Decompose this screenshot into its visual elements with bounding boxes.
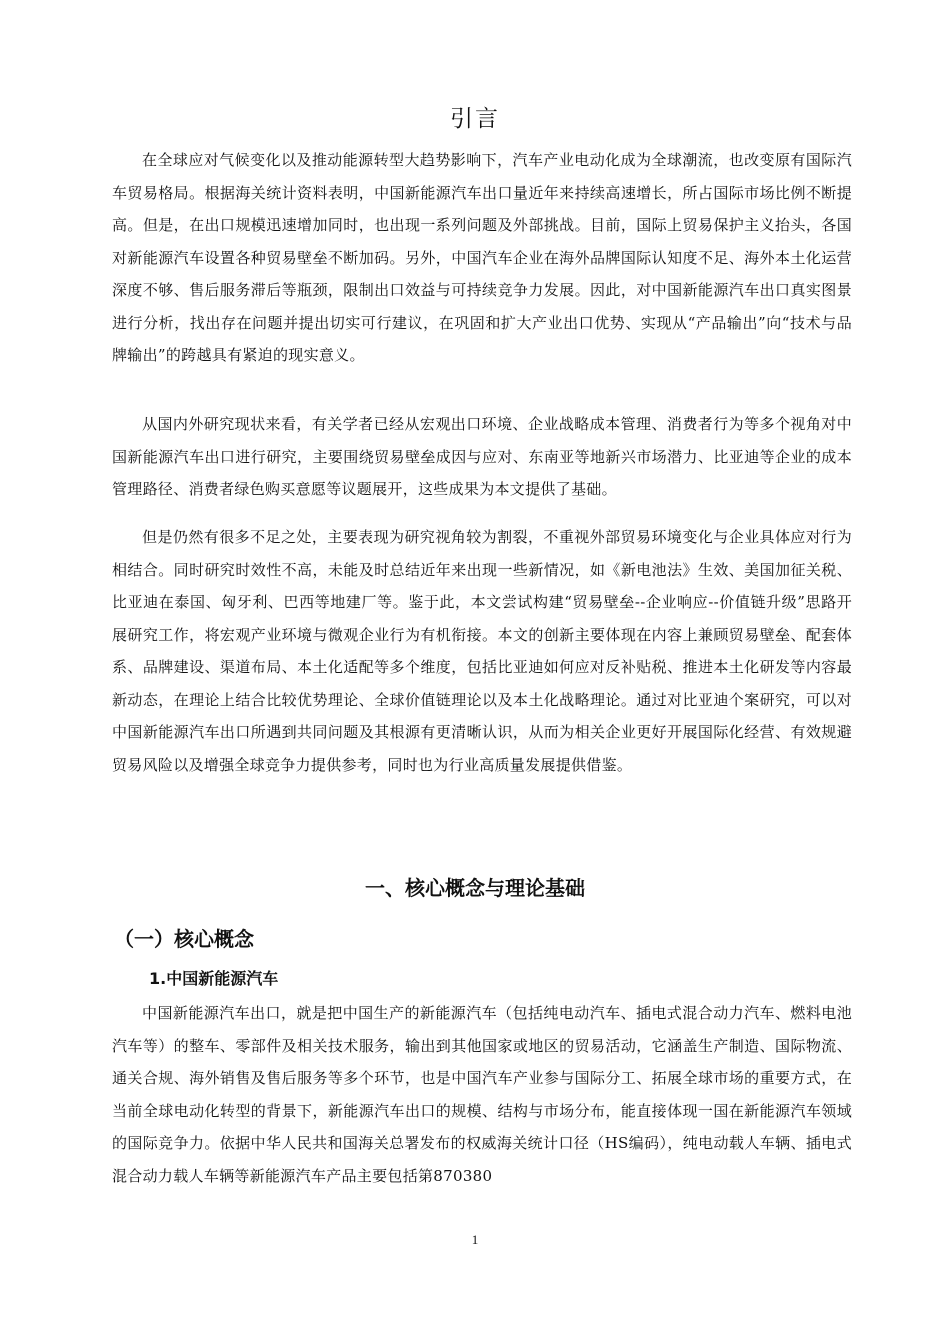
intro-paragraph-2: 从国内外研究现状来看，有关学者已经从宏观出口环境、企业战略成本管理、消费者行为等多个视角对中国新能源汽车出口进行研究，主要围绕贸易壁垒成因与应对、东南亚等地新兴市场潜力、比亚迪等企业的成本管理路径、消费者绿色购买意愿等议题展开，这些成果为本文提供了基础。 xyxy=(112,415,852,498)
subsection-title: 1.中国新能源汽车 xyxy=(149,969,279,988)
chapter-paragraph-1: 中国新能源汽车出口，就是把中国生产的新能源汽车（包括纯电动汽车、插电式混合动力汽车、燃料电池汽车等）的整车、零部件及相关技术服务，输出到其他国家或地区的贸易活动，它涵盖生产制造、国际物流、通关合规、海外销售及售后服务等多个环节，也是中国汽车产业参与国际分工、拓展全球市场的重要方式，在当前全球电动化转型的背景下，新能源汽车出口的规模、结构与市场分布，能直接体现一国在新能源汽车领域的国际竞争力。依据中华人民共和国海关总署发布的权威海关统计口径（HS编码），纯电动载人车辆、插电式混合动力载人车辆等新能源汽车产品主要包括第870380 xyxy=(112,1004,852,1185)
section-title: （一）核心概念 xyxy=(114,927,254,951)
chapter-title: 一、核心概念与理论基础 xyxy=(365,876,585,900)
intro-title: 引言 xyxy=(450,106,500,132)
intro-paragraph-3: 但是仍然有很多不足之处，主要表现为研究视角较为割裂，不重视外部贸易环境变化与企业具体应对行为相结合。同时研究时效性不高，未能及时总结近年来出现一些新情况，如《新电池法》生效、美国加征关税、比亚迪在泰国、匈牙利、巴西等地建厂等。鉴于此，本文尝试构建“贸易壁垒--企业响应--价值链升级”思路开展研究工作，将宏观产业环境与微观企业行为有机衔接。本文的创新主要体现在内容上兼顾贸易壁垒、配套体系、品牌建设、渠道布局、本土化适配等多个维度，包括比亚迪如何应对反补贴税、推进本土化研发等内容最新动态，在理论上结合比较优势理论、全球价值链理论以及本土化战略理论。通过对比亚迪个案研究，可以对中国新能源汽车出口所遇到共同问题及其根源有更清晰认识，从而为相关企业更好开展国际化经营、有效规避贸易风险以及增强全球竞争力提供参考，同时也为行业高质量发展提供借鉴。 xyxy=(112,528,852,774)
intro-paragraph-1: 在全球应对气候变化以及推动能源转型大趋势影响下，汽车产业电动化成为全球潮流，也改变原有国际汽车贸易格局。根据海关统计资料表明，中国新能源汽车出口量近年来持续高速增长，所占国际市场比例不断提高。但是，在出口规模迅速增加同时，也出现一系列问题及外部挑战。目前，国际上贸易保护主义抬头，各国对新能源汽车设置各种贸易壁垒不断加码。另外，中国汽车企业在海外品牌国际认知度不足、海外本土化运营深度不够、售后服务滞后等瓶颈，限制出口效益与可持续竞争力发展。因此，对中国新能源汽车出口真实图景进行分析，找出存在问题并提出切实可行建议，在巩固和扩大产业出口优势、实现从“产品输出”向“技术与品牌输出”的跨越具有紧迫的现实意义。 xyxy=(112,151,852,364)
page-number: 1 xyxy=(471,1232,479,1247)
